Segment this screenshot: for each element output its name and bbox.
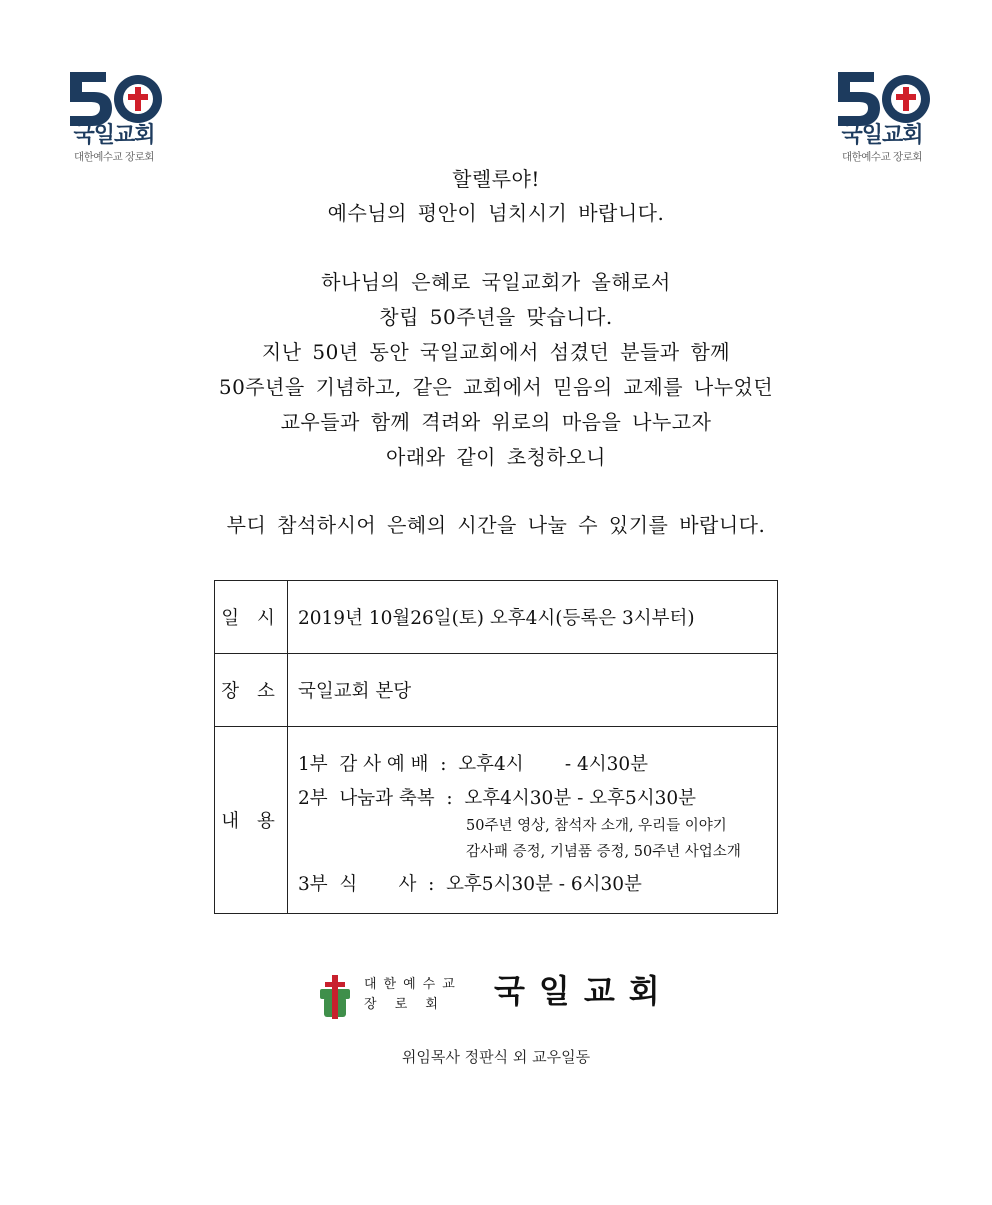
place-label: 장 소 xyxy=(215,654,288,727)
seal-denomination-line-1: 대한예수교 xyxy=(364,977,462,992)
closing-line: 부디 참석하시어 은혜의 시간을 나눌 수 있기를 바랍니다. xyxy=(226,513,766,537)
table-row-datetime xyxy=(215,581,778,654)
logo-denomination: 대한예수교 장로회 xyxy=(74,151,154,163)
church-50th-logo-right xyxy=(834,70,930,166)
anniversary-50-icon xyxy=(834,70,930,126)
program-detail-1: 50주년 영상, 참석자 소개, 우리들 이야기 xyxy=(466,818,727,834)
message-line-5: 교우들과 함께 격려와 위로의 마음을 나누고자 xyxy=(280,410,712,434)
program-cell xyxy=(288,727,778,914)
greeting-line-1: 할렐루야! xyxy=(452,167,540,191)
message-line-4: 50주년을 기념하고, 같은 교회에서 믿음의 교제를 나누었던 xyxy=(218,375,774,399)
message-line-3: 지난 50년 동안 국일교회에서 섬겼던 분들과 함께 xyxy=(261,340,731,364)
logo-church-name: 국일교회 xyxy=(73,123,155,148)
program-part-1: 1부 감 사 예 배 : 오후4시 - 4시30분 xyxy=(298,754,649,775)
logo-denomination: 대한예수교 장로회 xyxy=(842,151,922,163)
message-line-1: 하나님의 은혜로 국일교회가 올해로서 xyxy=(321,270,671,294)
anniversary-50-icon xyxy=(66,70,162,126)
program-part-2: 2부 나눔과 축복 : 오후4시30분 - 오후5시30분 xyxy=(298,788,696,809)
church-50th-logo-left xyxy=(66,70,162,166)
seal-church-name: 국일교회 xyxy=(494,972,674,1010)
message-line-6: 아래와 같이 초청하오니 xyxy=(386,445,606,469)
seal-denomination-line-2: 장 로 회 xyxy=(364,997,445,1012)
table-row-content xyxy=(215,727,778,914)
table-row-place xyxy=(215,654,778,727)
seal-denomination xyxy=(364,975,462,1015)
datetime-value: 2019년 10월26일(토) 오후4시(등록은 3시부터) xyxy=(288,581,778,654)
program-part-3: 3부 식 사 : 오후5시30분 - 6시30분 xyxy=(298,874,642,895)
logo-church-name: 국일교회 xyxy=(841,123,923,148)
signature: 위임목사 정판식 외 교우일동 xyxy=(401,1048,591,1066)
event-info-table xyxy=(214,580,778,914)
greeting-line-2: 예수님의 평안이 넘치시기 바랍니다. xyxy=(327,201,665,225)
church-cross-emblem-icon xyxy=(318,975,352,1019)
datetime-label: 일 시 xyxy=(215,581,288,654)
program-detail-2: 감사패 증정, 기념품 증정, 50주년 사업소개 xyxy=(466,844,741,860)
content-label: 내 용 xyxy=(215,727,288,914)
message-line-2: 창립 50주년을 맞습니다. xyxy=(379,305,613,329)
place-value: 국일교회 본당 xyxy=(288,654,778,727)
